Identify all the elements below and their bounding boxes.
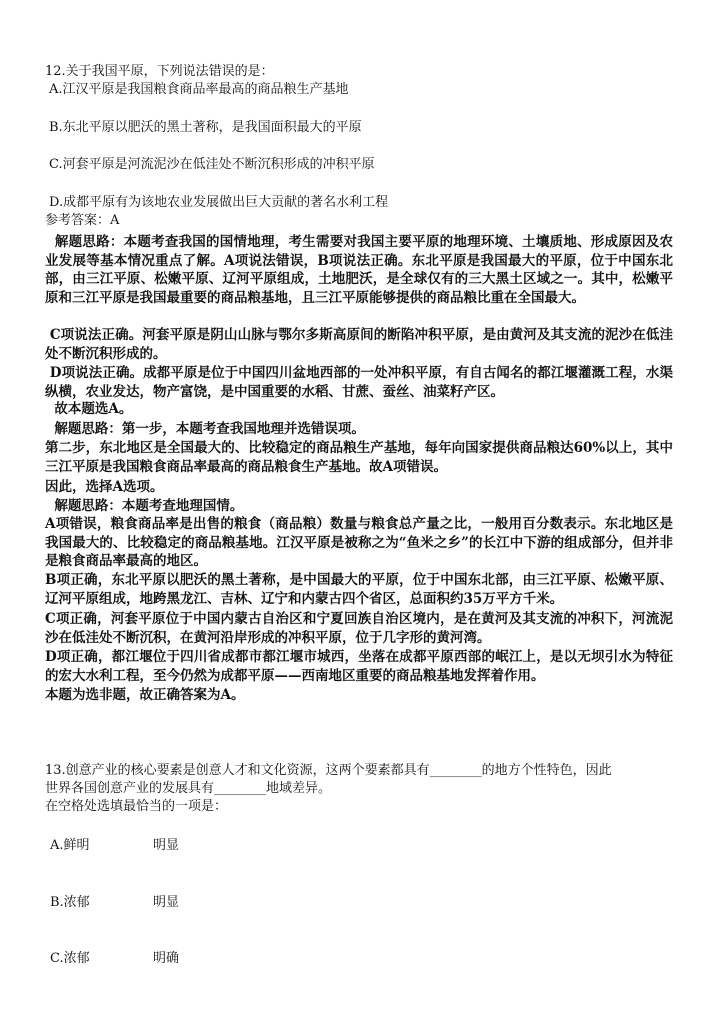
question-12-option-d: D.成都平原有为该地农业发展做出巨大贡献的著名水利工程	[49, 195, 389, 210]
question-12-answer: 参考答案：A	[45, 213, 120, 228]
question-12-option-b: B.东北平原以肥沃的黑土著称，是我国面积最大的平原	[49, 120, 362, 135]
explanation-paragraph-10: B项正确，东北平原以肥沃的黑土著称，是中国最大的平原，位于中国东北部，由三江平原、松嫩平原、辽河平原组成，地跨黑龙江、吉林、辽宁和内蒙古四个省区，总面积约35万平方千米。	[45, 572, 673, 607]
question-12-option-a: A.江汉平原是我国粮食商品率最高的商品粮生产基地	[49, 82, 349, 97]
question-12-option-c: C.河套平原是河流泥沙在低洼处不断沉积形成的冲积平原	[49, 157, 375, 172]
explanation-paragraph-13: 本题为选非题，故正确答案为A。	[45, 687, 245, 703]
question-13-prompt: 在空格处选填最恰当的一项是：	[45, 799, 228, 814]
explanation-paragraph-11: C项正确，河套平原位于中国内蒙古自治区和宁夏回族自治区境内，是在黄河及其支流的冲积下，河流泥沙在低洼处不断沉积，在黄河沿岸形成的冲积平原，位于几字形的黄河湾。	[45, 611, 673, 646]
explanation-paragraph-4: 故本题选A。	[45, 401, 133, 417]
explanation-paragraph-2: C项说法正确。河套平原是阴山山脉与鄂尔多斯高原间的断陷冲积平原，是由黄河及其支流的泥沙在低洼处不断沉积形成的。	[45, 327, 673, 362]
question-12-stem: 12.关于我国平原，下列说法错误的是：	[45, 64, 274, 79]
question-13-option-a-label: A.鲜明	[50, 838, 90, 853]
question-13-option-b-label: B.浓郁	[50, 895, 90, 910]
question-13-stem-line-2: 世界各国创意产业的发展具有________地域差异。	[45, 781, 332, 796]
explanation-paragraph-9: A项错误，粮食商品率是出售的粮食（商品粮）数量与粮食总产量之比，一般用百分数表示。东北地区是我国最大的、比较稳定的商品粮基地。江汉平原是被称之为“鱼米之乡”的长江中下游的组成部分，但并非是粮食商品率最高的地区。	[45, 516, 673, 569]
explanation-paragraph-5: 解题思路：第一步，本题考查我国地理并选错误项。	[45, 421, 365, 437]
explanation-paragraph-1: 解题思路：本题考查我国的国情地理，考生需要对我国主要平原的地理环境、土壤质地、形成原因及农业发展等基本情况重点了解。A项说法错误，B项说法正确。东北平原是我国最大的平原，位于中国东北部，由三江平原、松嫩平原、辽河平原组成，土地肥沃，是全球仅有的三大黑土区域之一。其中，松嫩平原和三江平原是我国最重要的商品粮基地，且三江平原能够提供的商品粮比重在全国最大。	[45, 234, 674, 306]
question-13-option-c-label: C.浓郁	[50, 951, 90, 966]
explanation-paragraph-12: D项正确，都江堰位于四川省成都市都江堰市城西，坐落在成都平原西部的岷江上，是以无坝引水为特征的宏大水利工程，至今仍然为成都平原——西南地区重要的商品粮基地发挥着作用。	[45, 649, 673, 684]
explanation-paragraph-7: 因此，选择A选项。	[45, 479, 164, 495]
explanation-paragraph-3: D项说法正确。成都平原是位于中国四川盆地西部的一处冲积平原，有自古闻名的都江堰灌溉工程，水渠纵横，农业发达，物产富饶，是中国重要的水稻、甘蔗、蚕丝、油菜籽产区。	[45, 365, 673, 400]
question-13-option-b-value: 明显	[153, 895, 180, 910]
question-13-option-c-value: 明确	[153, 951, 180, 966]
question-13-option-a-value: 明显	[153, 838, 180, 853]
explanation-paragraph-8: 解题思路：本题考查地理国情。	[45, 498, 244, 514]
explanation-paragraph-6: 第二步，东北地区是全国最大的、比较稳定的商品粮生产基地，每年向国家提供商品粮达60%以上，其中三江平原是我国粮食商品率最高的商品粮食生产基地。故A项错误。	[45, 440, 673, 475]
question-13-stem-line-1: 13.创意产业的核心要素是创意人才和文化资源，这两个要素都具有________的地方个性特色，因此	[45, 763, 612, 778]
